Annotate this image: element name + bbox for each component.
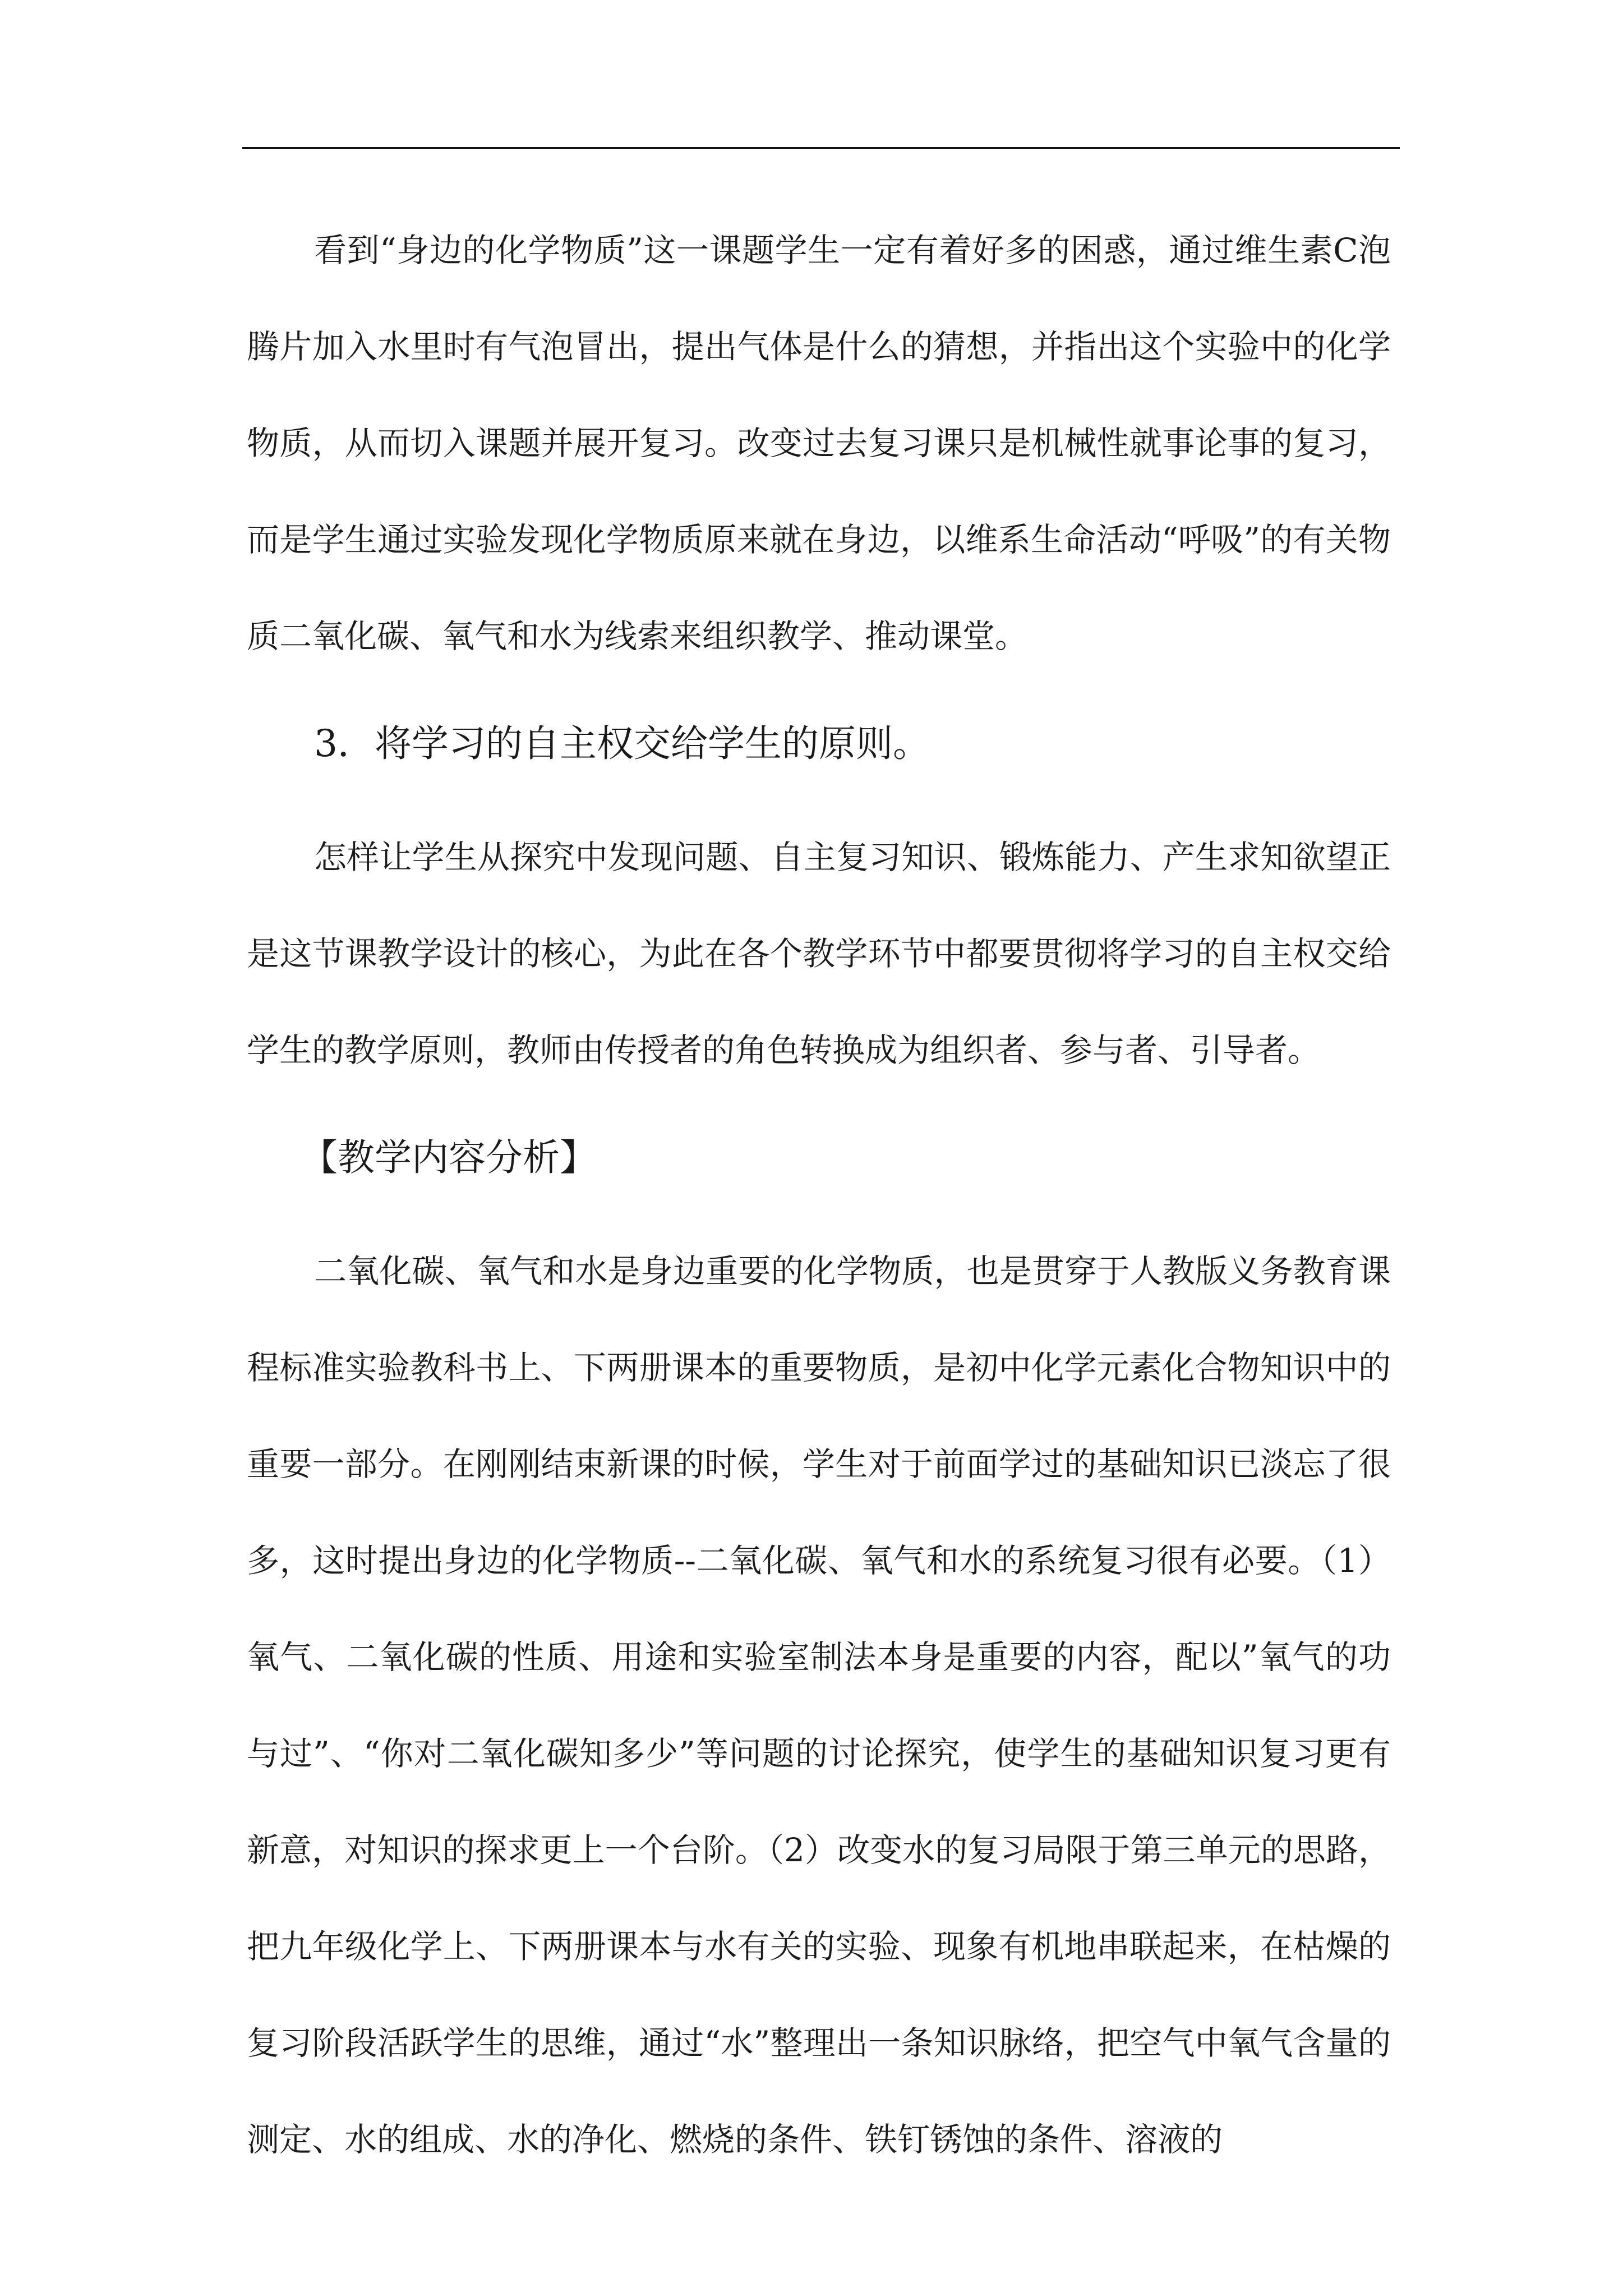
header-rule	[242, 147, 1400, 149]
principle-paragraph: 怎样让学生从探究中发现问题、自主复习知识、锻炼能力、产生求知欲望正是这节课教学设计的核心，为此在各个教学环节中都要贯彻将学习的自主权交给学生的教学原则，教师由传授者的角色转换成为组织者、参与者、引导者。	[247, 838, 1391, 1069]
document-body	[247, 202, 1391, 2188]
intro-paragraph: 看到“身边的化学物质”这一课题学生一定有着好多的困惑，通过维生素C泡腾片加入水里时有气泡冒出，提出气体是什么的猜想，并指出这个实验中的化学物质，从而切入课题并展开复习。改变过去复习课只是机械性就事论事的复习，而是学生通过实验发现化学物质原来就在身边，以维系生命活动“呼吸”的有关物质二氧化碳、氧气和水为线索来组织教学、推动课堂。	[247, 231, 1391, 655]
analysis-heading: 【教学内容分析】	[301, 1136, 597, 1179]
principle-heading: 3．将学习的自主权交给学生的原则。	[314, 722, 930, 765]
analysis-paragraph: 二氧化碳、氧气和水是身边重要的化学物质，也是贯穿于人教版义务教育课程标准实验教科书上、下两册课本的重要物质，是初中化学元素化合物知识中的重要一部分。在刚刚结束新课的时候，学生对于前面学过的基础知识已淡忘了很多，这时提出身边的化学物质--二氧化碳、氧气和水的系统复习很有必要。（1）氧气、二氧化碳的性质、用途和实验室制法本身是重要的内容，配以”氧气的功与过”、“你对二氧化碳知多少”等问题的讨论探究，使学生的基础知识复习更有新意，对知识的探求更上一个台阶。（2）改变水的复习局限于第三单元的思路，把九年级化学上、下两册课本与水有关的实验、现象有机地串联起来，在枯燥的复习阶段活跃学生的思维，通过“水”整理出一条知识脉络，把空气中氧气含量的测定、水的组成、水的净化、燃烧的条件、铁钉锈蚀的条件、溶液的	[247, 1252, 1391, 2159]
